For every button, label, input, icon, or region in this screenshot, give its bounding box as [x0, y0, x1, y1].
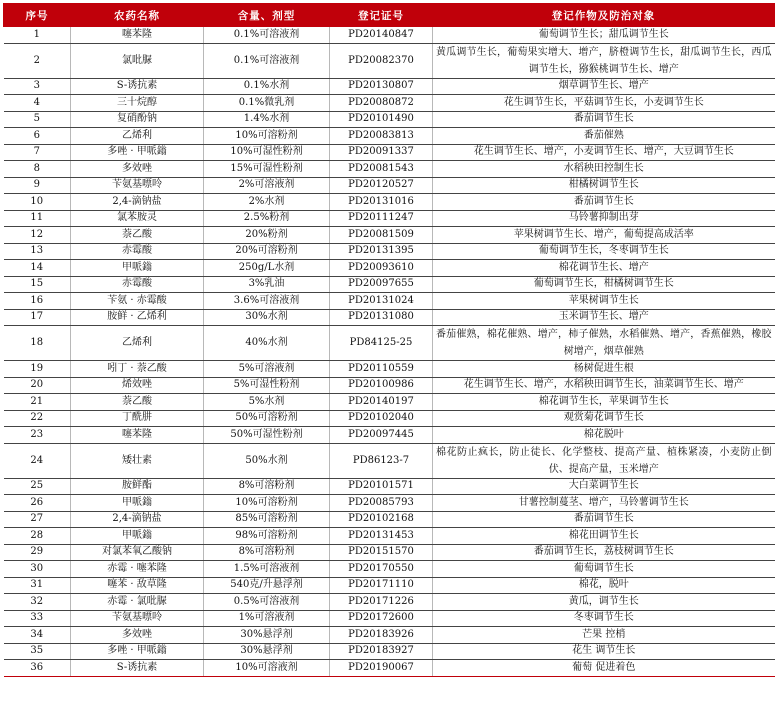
cell-pesticide-name: 2,4-滴钠盐 — [71, 194, 204, 211]
cell-pesticide-name: 复硝酚钠 — [71, 111, 204, 128]
cell-content-formulation: 15%可湿性粉剂 — [204, 161, 330, 178]
cell-crops-targets: 花生调节生长，平菇调节生长，小麦调节生长 — [433, 95, 775, 112]
cell-registration-number: PD20140847 — [330, 27, 433, 44]
cell-pesticide-name: 赤霉酸 — [71, 243, 204, 260]
cell-registration-number: PD20083813 — [330, 128, 433, 145]
cell-crops-targets: 棉花脱叶 — [433, 427, 775, 444]
cell-registration-number: PD20172600 — [330, 610, 433, 627]
cell-content-formulation: 10%可湿性粉剂 — [204, 144, 330, 161]
cell-content-formulation: 5%水剂 — [204, 394, 330, 411]
table-header — [4, 4, 775, 27]
table-row — [4, 643, 775, 660]
cell-crops-targets: 番茄催熟，棉花催熟、增产，柿子催熟，水稻催熟、增产，香蕉催熟，橡胶树增产，烟草催熟 — [433, 326, 775, 361]
cell-pesticide-name: 对氯苯氧乙酸钠 — [71, 544, 204, 561]
cell-index: 27 — [4, 511, 71, 528]
cell-content-formulation: 2%水剂 — [204, 194, 330, 211]
cell-crops-targets: 柑橘树调节生长 — [433, 177, 775, 194]
cell-index: 14 — [4, 260, 71, 277]
cell-crops-targets: 冬枣调节生长 — [433, 610, 775, 627]
cell-crops-targets: 杨树促进生根 — [433, 361, 775, 378]
cell-registration-number: PD84125-25 — [330, 326, 433, 361]
cell-content-formulation: 20%可溶粉剂 — [204, 243, 330, 260]
cell-pesticide-name: 萘乙酸 — [71, 227, 204, 244]
cell-crops-targets: 黄瓜，调节生长 — [433, 594, 775, 611]
header-registration-number: 登记证号 — [330, 4, 433, 27]
cell-pesticide-name: 赤霉 · 氯吡脲 — [71, 594, 204, 611]
cell-registration-number: PD20131016 — [330, 194, 433, 211]
table-row — [4, 495, 775, 512]
table-row — [4, 427, 775, 444]
table-row — [4, 78, 775, 95]
cell-registration-number: PD20102040 — [330, 410, 433, 427]
cell-crops-targets: 番茄调节生长 — [433, 194, 775, 211]
cell-registration-number: PD20130807 — [330, 78, 433, 95]
cell-registration-number: PD86123-7 — [330, 443, 433, 478]
table-row — [4, 27, 775, 44]
cell-crops-targets: 棉花，脱叶 — [433, 577, 775, 594]
cell-pesticide-name: 多唑 · 甲哌鎓 — [71, 643, 204, 660]
table-row — [4, 594, 775, 611]
cell-registration-number: PD20131453 — [330, 528, 433, 545]
table-row — [4, 227, 775, 244]
table-row — [4, 128, 775, 145]
cell-crops-targets: 番茄催熟 — [433, 128, 775, 145]
cell-content-formulation: 2%可溶液剂 — [204, 177, 330, 194]
cell-index: 32 — [4, 594, 71, 611]
cell-pesticide-name: 多唑 · 甲哌鎓 — [71, 144, 204, 161]
cell-pesticide-name: 苄氨 · 赤霉酸 — [71, 293, 204, 310]
cell-crops-targets: 花生 调节生长 — [433, 643, 775, 660]
cell-index: 22 — [4, 410, 71, 427]
table-row — [4, 326, 775, 361]
cell-crops-targets: 棉花调节生长、增产 — [433, 260, 775, 277]
cell-registration-number: PD20183927 — [330, 643, 433, 660]
cell-crops-targets: 大白菜调节生长 — [433, 478, 775, 495]
table-row — [4, 243, 775, 260]
table-row — [4, 293, 775, 310]
cell-content-formulation: 30%水剂 — [204, 309, 330, 326]
table-row — [4, 511, 775, 528]
cell-crops-targets: 花生调节生长、增产，水稻秧田调节生长，油菜调节生长、增产 — [433, 377, 775, 394]
cell-content-formulation: 0.1%微乳剂 — [204, 95, 330, 112]
cell-index: 11 — [4, 210, 71, 227]
cell-index: 35 — [4, 643, 71, 660]
cell-pesticide-name: S-诱抗素 — [71, 78, 204, 95]
table-row — [4, 394, 775, 411]
cell-pesticide-name: 氯吡脲 — [71, 43, 204, 78]
cell-content-formulation: 20%粉剂 — [204, 227, 330, 244]
table-row — [4, 443, 775, 478]
cell-content-formulation: 30%悬浮剂 — [204, 627, 330, 644]
cell-index: 3 — [4, 78, 71, 95]
cell-pesticide-name: S-诱抗素 — [71, 660, 204, 677]
cell-index: 23 — [4, 427, 71, 444]
cell-index: 19 — [4, 361, 71, 378]
cell-crops-targets: 观赏菊花调节生长 — [433, 410, 775, 427]
table-row — [4, 111, 775, 128]
cell-index: 33 — [4, 610, 71, 627]
cell-index: 21 — [4, 394, 71, 411]
cell-registration-number: PD20171226 — [330, 594, 433, 611]
cell-pesticide-name: 噻苯 · 敌草隆 — [71, 577, 204, 594]
cell-pesticide-name: 吲丁 · 萘乙酸 — [71, 361, 204, 378]
cell-registration-number: PD20097445 — [330, 427, 433, 444]
cell-pesticide-name: 赤霉酸 — [71, 276, 204, 293]
cell-content-formulation: 5%可溶液剂 — [204, 361, 330, 378]
cell-index: 16 — [4, 293, 71, 310]
cell-index: 13 — [4, 243, 71, 260]
cell-registration-number: PD20102168 — [330, 511, 433, 528]
header-content-formulation: 含量、剂型 — [204, 4, 330, 27]
cell-index: 9 — [4, 177, 71, 194]
cell-pesticide-name: 三十烷醇 — [71, 95, 204, 112]
cell-index: 6 — [4, 128, 71, 145]
cell-crops-targets: 葡萄调节生长，柑橘树调节生长 — [433, 276, 775, 293]
cell-registration-number: PD20131080 — [330, 309, 433, 326]
cell-content-formulation: 0.1%水剂 — [204, 78, 330, 95]
header-index: 序号 — [4, 4, 71, 27]
cell-registration-number: PD20171110 — [330, 577, 433, 594]
cell-registration-number: PD20183926 — [330, 627, 433, 644]
cell-registration-number: PD20170550 — [330, 561, 433, 578]
cell-content-formulation: 50%可溶粉剂 — [204, 410, 330, 427]
cell-crops-targets: 番茄调节生长 — [433, 111, 775, 128]
cell-pesticide-name: 赤霉 · 噻苯隆 — [71, 561, 204, 578]
table-row — [4, 194, 775, 211]
table-row — [4, 528, 775, 545]
table-row — [4, 478, 775, 495]
cell-content-formulation: 0.1%可溶液剂 — [204, 43, 330, 78]
cell-content-formulation: 50%可湿性粉剂 — [204, 427, 330, 444]
cell-registration-number: PD20110559 — [330, 361, 433, 378]
cell-pesticide-name: 矮壮素 — [71, 443, 204, 478]
cell-crops-targets: 花生调节生长、增产，小麦调节生长、增产，大豆调节生长 — [433, 144, 775, 161]
cell-content-formulation: 3.6%可溶液剂 — [204, 293, 330, 310]
cell-crops-targets: 棉花田调节生长 — [433, 528, 775, 545]
cell-pesticide-name: 甲哌鎓 — [71, 260, 204, 277]
cell-content-formulation: 1.4%水剂 — [204, 111, 330, 128]
cell-registration-number: PD20101490 — [330, 111, 433, 128]
cell-pesticide-name: 甲哌鎓 — [71, 495, 204, 512]
table-row — [4, 361, 775, 378]
cell-index: 30 — [4, 561, 71, 578]
cell-index: 4 — [4, 95, 71, 112]
cell-content-formulation: 10%可溶粉剂 — [204, 495, 330, 512]
cell-index: 18 — [4, 326, 71, 361]
cell-index: 24 — [4, 443, 71, 478]
header-pesticide-name: 农药名称 — [71, 4, 204, 27]
cell-content-formulation: 85%可溶粉剂 — [204, 511, 330, 528]
cell-content-formulation: 8%可溶粉剂 — [204, 478, 330, 495]
cell-content-formulation: 50%水剂 — [204, 443, 330, 478]
cell-pesticide-name: 多效唑 — [71, 627, 204, 644]
cell-index: 17 — [4, 309, 71, 326]
cell-index: 26 — [4, 495, 71, 512]
cell-content-formulation: 98%可溶粉剂 — [204, 528, 330, 545]
cell-index: 31 — [4, 577, 71, 594]
cell-crops-targets: 黄瓜调节生长，葡萄果实增大、增产，脐橙调节生长，甜瓜调节生长，西瓜调节生长，猕猴桃调节生长、增产 — [433, 43, 775, 78]
cell-content-formulation: 3%乳油 — [204, 276, 330, 293]
cell-crops-targets: 玉米调节生长、增产 — [433, 309, 775, 326]
cell-index: 29 — [4, 544, 71, 561]
cell-index: 8 — [4, 161, 71, 178]
cell-pesticide-name: 胺鲜 · 乙烯利 — [71, 309, 204, 326]
cell-content-formulation: 0.5%可溶液剂 — [204, 594, 330, 611]
table-row — [4, 610, 775, 627]
cell-pesticide-name: 萘乙酸 — [71, 394, 204, 411]
cell-crops-targets: 番茄调节生长，荔枝树调节生长 — [433, 544, 775, 561]
cell-index: 36 — [4, 660, 71, 677]
cell-pesticide-name: 多效唑 — [71, 161, 204, 178]
cell-index: 28 — [4, 528, 71, 545]
cell-registration-number: PD20093610 — [330, 260, 433, 277]
cell-registration-number: PD20190067 — [330, 660, 433, 677]
cell-index: 12 — [4, 227, 71, 244]
cell-registration-number: PD20100986 — [330, 377, 433, 394]
cell-crops-targets: 棉花调节生长，苹果调节生长 — [433, 394, 775, 411]
cell-content-formulation: 10%可溶粉剂 — [204, 128, 330, 145]
cell-content-formulation: 8%可溶粉剂 — [204, 544, 330, 561]
cell-content-formulation: 2.5%粉剂 — [204, 210, 330, 227]
cell-registration-number: PD20131395 — [330, 243, 433, 260]
table-row — [4, 577, 775, 594]
cell-registration-number: PD20151570 — [330, 544, 433, 561]
cell-crops-targets: 马铃薯抑制出芽 — [433, 210, 775, 227]
cell-pesticide-name: 丁酰肼 — [71, 410, 204, 427]
table-body — [4, 27, 775, 677]
table-row — [4, 276, 775, 293]
table-row — [4, 410, 775, 427]
cell-index: 25 — [4, 478, 71, 495]
table-row — [4, 377, 775, 394]
cell-crops-targets: 苹果树调节生长、增产，葡萄提高成活率 — [433, 227, 775, 244]
cell-registration-number: PD20082370 — [330, 43, 433, 78]
cell-content-formulation: 5%可湿性粉剂 — [204, 377, 330, 394]
cell-pesticide-name: 甲哌鎓 — [71, 528, 204, 545]
cell-index: 2 — [4, 43, 71, 78]
table-row — [4, 43, 775, 78]
cell-crops-targets: 葡萄调节生长，冬枣调节生长 — [433, 243, 775, 260]
table-row — [4, 260, 775, 277]
cell-crops-targets: 葡萄调节生长；甜瓜调节生长 — [433, 27, 775, 44]
cell-registration-number: PD20081509 — [330, 227, 433, 244]
cell-crops-targets: 甘薯控制蔓茎、增产，马铃薯调节生长 — [433, 495, 775, 512]
cell-pesticide-name: 胺鲜酯 — [71, 478, 204, 495]
cell-registration-number: PD20091337 — [330, 144, 433, 161]
table-row — [4, 309, 775, 326]
cell-crops-targets: 水稻秧田控制生长 — [433, 161, 775, 178]
cell-crops-targets: 棉花防止疯长，防止徒长、化学整枝、提高产量、植株紧凑，小麦防止倒伏、提高产量，玉米增产 — [433, 443, 775, 478]
cell-registration-number: PD20081543 — [330, 161, 433, 178]
cell-index: 20 — [4, 377, 71, 394]
cell-pesticide-name: 噻苯隆 — [71, 427, 204, 444]
cell-registration-number: PD20101571 — [330, 478, 433, 495]
cell-content-formulation: 1%可溶液剂 — [204, 610, 330, 627]
cell-pesticide-name: 氯苯胺灵 — [71, 210, 204, 227]
cell-registration-number: PD20085793 — [330, 495, 433, 512]
cell-index: 5 — [4, 111, 71, 128]
table-row — [4, 161, 775, 178]
table-row — [4, 177, 775, 194]
cell-pesticide-name: 苄氨基嘌呤 — [71, 177, 204, 194]
cell-crops-targets: 芒果 控梢 — [433, 627, 775, 644]
cell-registration-number: PD20131024 — [330, 293, 433, 310]
cell-crops-targets: 苹果树调节生长 — [433, 293, 775, 310]
table-row — [4, 544, 775, 561]
table-row — [4, 210, 775, 227]
cell-registration-number: PD20111247 — [330, 210, 433, 227]
cell-index: 34 — [4, 627, 71, 644]
cell-content-formulation: 0.1%可溶液剂 — [204, 27, 330, 44]
table-row — [4, 627, 775, 644]
table-row — [4, 95, 775, 112]
cell-registration-number: PD20120527 — [330, 177, 433, 194]
cell-content-formulation: 10%可溶液剂 — [204, 660, 330, 677]
table-row — [4, 144, 775, 161]
cell-content-formulation: 1.5%可溶液剂 — [204, 561, 330, 578]
cell-pesticide-name: 噻苯隆 — [71, 27, 204, 44]
cell-crops-targets: 葡萄 促进着色 — [433, 660, 775, 677]
cell-registration-number: PD20097655 — [330, 276, 433, 293]
cell-index: 10 — [4, 194, 71, 211]
cell-content-formulation: 30%悬浮剂 — [204, 643, 330, 660]
cell-registration-number: PD20080872 — [330, 95, 433, 112]
cell-pesticide-name: 2,4-滴钠盐 — [71, 511, 204, 528]
pesticide-registration-table — [3, 3, 775, 677]
cell-crops-targets: 烟草调节生长、增产 — [433, 78, 775, 95]
table-row — [4, 660, 775, 677]
cell-index: 1 — [4, 27, 71, 44]
cell-index: 7 — [4, 144, 71, 161]
cell-index: 15 — [4, 276, 71, 293]
cell-pesticide-name: 乙烯利 — [71, 128, 204, 145]
table-row — [4, 561, 775, 578]
cell-pesticide-name: 乙烯利 — [71, 326, 204, 361]
cell-content-formulation: 40%水剂 — [204, 326, 330, 361]
cell-registration-number: PD20140197 — [330, 394, 433, 411]
cell-crops-targets: 葡萄调节生长 — [433, 561, 775, 578]
cell-crops-targets: 番茄调节生长 — [433, 511, 775, 528]
header-crops-targets: 登记作物及防治对象 — [433, 4, 775, 27]
cell-content-formulation: 250g/L水剂 — [204, 260, 330, 277]
cell-content-formulation: 540克/升悬浮剂 — [204, 577, 330, 594]
cell-pesticide-name: 苄氨基嘌呤 — [71, 610, 204, 627]
header-row — [4, 4, 775, 27]
cell-pesticide-name: 烯效唑 — [71, 377, 204, 394]
